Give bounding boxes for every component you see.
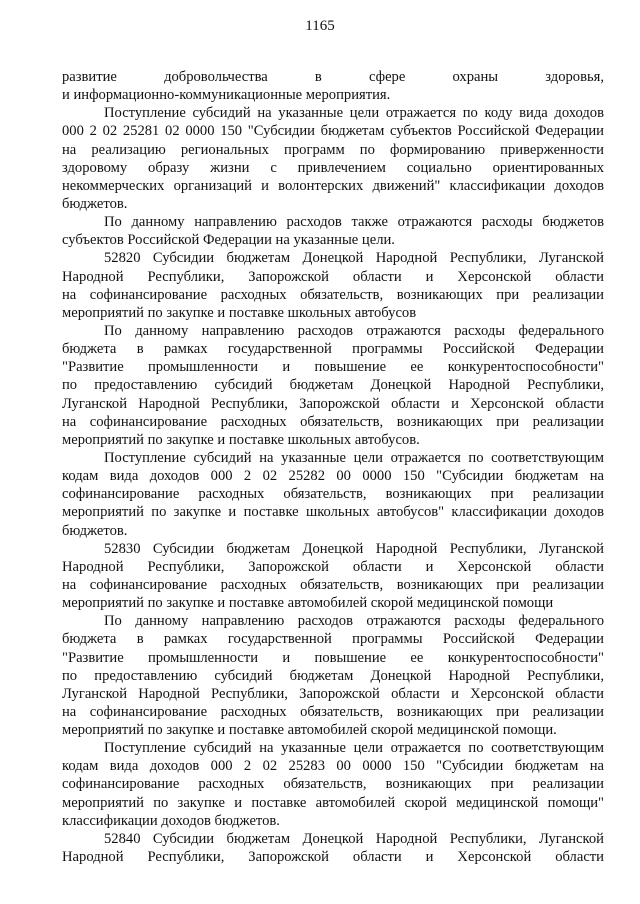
text-line: развитие добровольчества в сфере охраны здоровья, <box>62 69 604 85</box>
text-line: мероприятий по закупке и поставке школьных автобусов. <box>62 431 420 448</box>
paragraph <box>62 322 604 449</box>
text-line: на софинансирование расходных обязательств, возникающих при реализации <box>62 413 604 430</box>
paragraph <box>62 449 604 540</box>
text-line: Народной Республики, Запорожской области и Херсонской области <box>62 849 604 866</box>
text-line: Народной Республики, Запорожской области и Херсонской области <box>62 268 604 285</box>
text-line: "Развитие промышленности и повышение ее конкурентоспособности" <box>62 649 604 666</box>
text-line: по предоставлению субсидий бюджетам Донецкой Народной Республики, <box>62 377 604 394</box>
text-line: Народной Республики, Запорожской области и Херсонской области <box>62 558 604 575</box>
text-line: кодам вида доходов 000 2 02 25282 00 0000 150 "Субсидии бюджетам на <box>62 468 604 485</box>
paragraph <box>62 104 604 213</box>
text-line: мероприятий по закупке и поставке школьных автобусов <box>62 304 417 321</box>
text-line: бюджетов. <box>62 195 128 212</box>
text-line: бюджета в рамках государственной программы Российской Федерации <box>62 631 604 648</box>
text-line: 52830 Субсидии бюджетам Донецкой Народной Республики, Луганской <box>104 540 604 557</box>
text-line: субъектов Российской Федерации на указанные цели. <box>62 232 395 249</box>
text-line: 52840 Субсидии бюджетам Донецкой Народной Республики, Луганской <box>104 830 604 847</box>
text-line: Луганской Народной Республики, Запорожской области и Херсонской области <box>62 685 604 702</box>
text-line: мероприятий по закупке и поставке школьных автобусов" классификации доходов <box>62 504 604 521</box>
text-line: бюджетов. <box>62 522 128 539</box>
paragraph <box>62 612 604 739</box>
text-line: По данному направлению расходов отражаются расходы федерального <box>104 613 604 630</box>
text-line: софинансирование расходных обязательств, возникающих при реализации <box>62 776 604 793</box>
text-line: бюджета в рамках государственной программы Российской Федерации <box>62 341 604 358</box>
paragraph <box>62 739 604 830</box>
text-line: По данному направлению расходов также отражаются расходы бюджетов <box>104 214 604 231</box>
text-line: софинансирование расходных обязательств, возникающих при реализации <box>62 486 604 503</box>
text-line: здоровому образу жизни с привлечением социально ориентированных <box>62 159 604 176</box>
text-line: на софинансирование расходных обязательств, возникающих при реализации <box>62 703 604 720</box>
text-line: Поступление субсидий на указанные цели отражается по соответствующим <box>104 740 604 757</box>
text-line: классификации доходов бюджетов. <box>62 812 280 829</box>
paragraph <box>62 830 604 866</box>
text-line: Поступление субсидий на указанные цели отражается по коду вида доходов <box>104 105 604 122</box>
text-line: 52820 Субсидии бюджетам Донецкой Народной Республики, Луганской <box>104 250 604 267</box>
text-line: Поступление субсидий на указанные цели отражается по соответствующим <box>104 449 604 466</box>
paragraph <box>62 68 604 104</box>
text-line: на софинансирование расходных обязательств, возникающих при реализации <box>62 286 604 303</box>
text-line: Луганской Народной Республики, Запорожской области и Херсонской области <box>62 395 604 412</box>
text-line: по предоставлению субсидий бюджетам Донецкой Народной Республики, <box>62 667 604 684</box>
text-line: некоммерческих организаций и волонтерских движений" классификации доходов <box>62 177 604 194</box>
text-line: По данному направлению расходов отражаются расходы федерального <box>104 322 604 339</box>
document-body <box>62 68 604 866</box>
text-line: мероприятий по закупке и поставке автомобилей скорой медицинской помощи" <box>62 794 604 811</box>
text-line: и информационно-коммуникационные мероприятия. <box>62 87 391 104</box>
text-line: мероприятий по закупке и поставке автомобилей скорой медицинской помощи <box>62 595 554 612</box>
text-line: 000 2 02 25281 02 0000 150 "Субсидии бюджетам субъектов Российской Федерации <box>62 123 604 140</box>
paragraph <box>62 540 604 613</box>
text-line: на софинансирование расходных обязательств, возникающих при реализации <box>62 576 604 593</box>
text-line: "Развитие промышленности и повышение ее конкурентоспособности" <box>62 359 604 376</box>
paragraph <box>62 249 604 322</box>
paragraph <box>62 213 604 249</box>
page-number: 1165 <box>305 18 335 34</box>
text-line: мероприятий по закупке и поставке автомобилей скорой медицинской помощи. <box>62 722 557 739</box>
text-line: кодам вида доходов 000 2 02 25283 00 0000 150 "Субсидии бюджетам на <box>62 758 604 775</box>
text-line: на реализацию региональных программ по формированию приверженности <box>62 141 604 158</box>
